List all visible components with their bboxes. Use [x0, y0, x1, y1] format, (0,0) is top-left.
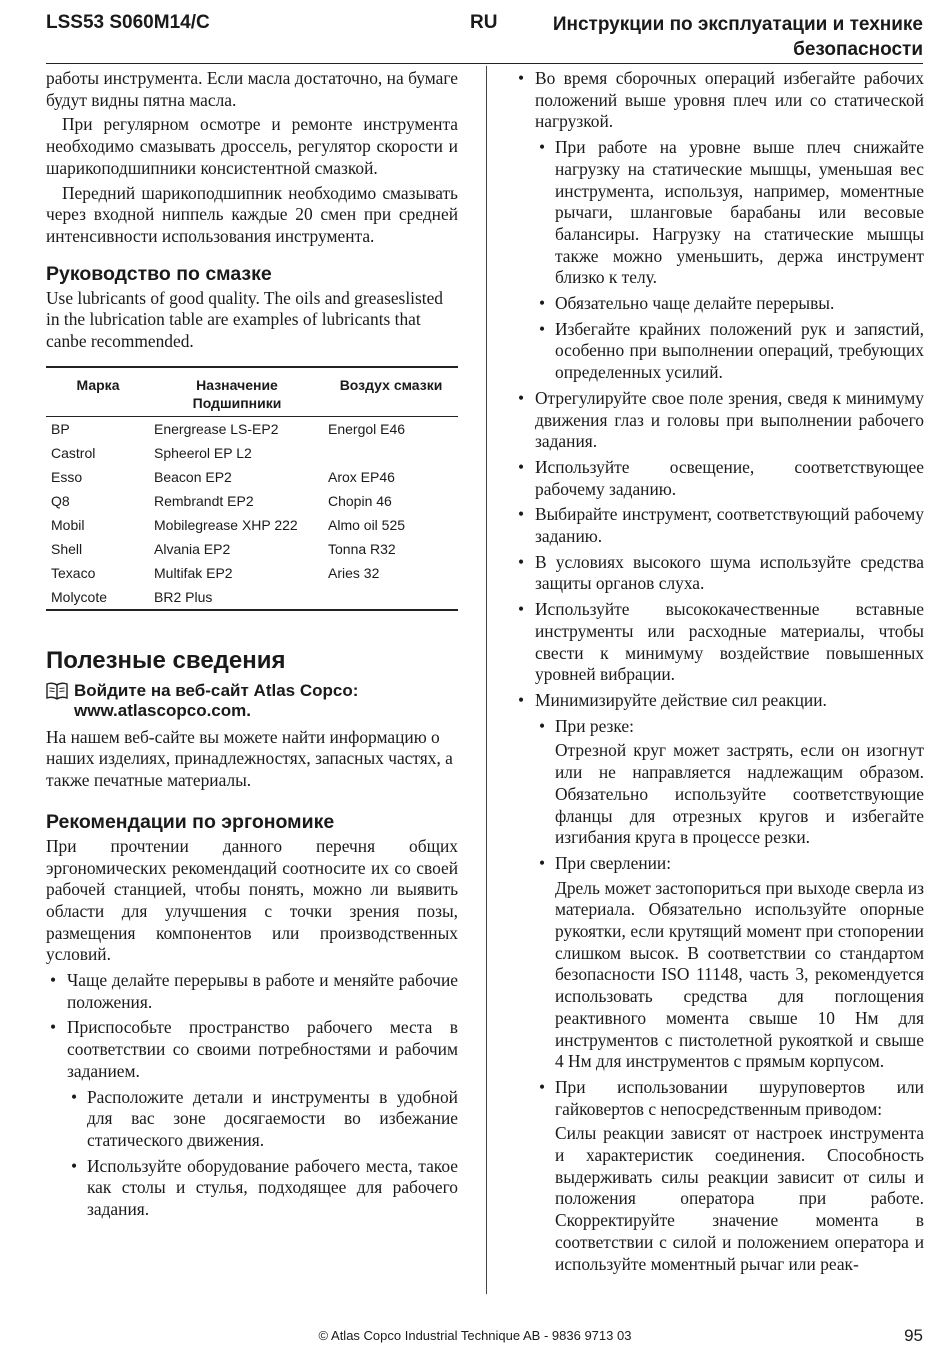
language-code: RU	[470, 12, 498, 33]
table-row	[46, 585, 458, 610]
right-column	[514, 68, 924, 1275]
header-rule	[46, 63, 923, 64]
list-item: • Используйте оборудование рабочего места, такое как столы и стулья, подходящее для рабочего задания.	[67, 1156, 458, 1221]
document-title: Инструкции по эксплуатации и технике безопасности	[552, 14, 923, 60]
table-row	[46, 513, 458, 537]
table-cell: Chopin 46	[328, 492, 392, 509]
table-cell	[324, 441, 458, 465]
list-item: • Используйте высококачественные вставные инструменты или расходные материалы, чтобы свести к минимуму воздействие повышенных уровней вибрации.	[514, 599, 924, 686]
list-item: • Приспособьте пространство рабочего места в соответствии со своими потребностями и рабочим заданием. • Расположите детали и инструменты в удобной для вас зоне досягаемости во избежание статического движения. • Используйте оборудование рабочего места, такое как столы и стулья, подходящее для рабочего задания.	[46, 1017, 458, 1220]
list-item: • Обязательно чаще делайте перерывы.	[535, 293, 924, 315]
list-item: • При использовании шуруповертов или гайковертов с непосредственным приводом: Силы реакции зависят от настроек инструмента и характеристик соединения. Способность выдерживать силы реакции зависит от силы и положения оператора при работе. Скорректируйте значение момента в соответствии с силой и положением оператора и используйте моментный рычаг или реак-	[535, 1077, 924, 1275]
table-row	[46, 489, 458, 513]
list-item: • Избегайте крайних положений рук и запястий, особенно при выполнении операций, требующих определенных усилий.	[535, 319, 924, 384]
table-header-row	[46, 367, 458, 417]
table-row	[46, 465, 458, 489]
table-header: Марка	[76, 376, 120, 393]
table-cell: Almo oil 525	[328, 516, 406, 533]
page-number: 95	[904, 1326, 923, 1345]
table-cell: Esso	[51, 468, 83, 485]
paragraph: При прочтении данного перечня общих эргономических рекомендаций соотносите их со своей рабочей станцией, чтобы понять, можно ли выявить области для улучшения с точки зрения позы, размещения компонентов или производственных условий.	[46, 835, 458, 965]
sub-list	[67, 1087, 458, 1221]
table-cell: Energrease LS-EP2	[154, 420, 279, 437]
table-row	[46, 416, 458, 441]
table-row	[46, 537, 458, 561]
table-cell: Mobilegrease XHP 222	[154, 516, 298, 533]
lubrication-table	[46, 366, 458, 611]
list-item: • Минимизируйте действие сил реакции. • При резке: Отрезной круг может застрять, если он изогнут или не направляется надлежащим образом. Обязательно используйте соответствующие фланцы для отрезных кругов и избегайте изгибания круга в процессе резки. • При сверлении: Дрель может застопориться при выходе сверла из материала. Обязательно используйте опорные рукоятки, если крутящий момент при стопорении слишком высок. В соответствии со стандартом безопасности ISO 11148, часть 3, рекомендуется использовать средства для поглощения реактивного момента свыше 10 Нм для инструментов с пистолетной рукояткой и свыше 4 Нм для инструментов с прямым корпусом. • При использовании шуруповертов или гайковертов с непосредственным приводом: Силы реакции зависят от настроек инструмента и характеристик соединения. Способность выдерживать силы реакции зависит от силы и положения оператора при работе. Скорректируйте значение момента в соответствии с силой и положением оператора и используйте моментный рычаг или реак-	[514, 690, 924, 1275]
lubrication-text: Use lubricants of good quality. The oils and greaseslisted in the lubrication table are examples of lubricants that canbe recommended.	[46, 287, 444, 352]
sub-list	[535, 716, 924, 1276]
table-cell: Castrol	[51, 444, 96, 461]
list-item: • При сверлении: Дрель может застопориться при выходе сверла из материала. Обязательно используйте опорные рукоятки, если крутящий момент при стопорении слишком высок. В соответствии со стандартом безопасности ISO 11148, часть 3, рекомендуется использовать средства для поглощения реактивного момента свыше 10 Нм для инструментов с пистолетной рукояткой и свыше 4 Нм для инструментов с прямым корпусом.	[535, 853, 924, 1073]
list-item: • Расположите детали и инструменты в удобной для вас зоне досягаемости во избежание статического движения.	[67, 1087, 458, 1152]
ergonomics-list-continued	[514, 68, 924, 1275]
table-cell: Alvania EP2	[154, 540, 231, 557]
table-cell: Q8	[51, 492, 70, 509]
table-cell: BP	[51, 420, 70, 437]
document-model: LSS53 S060M14/C	[46, 12, 210, 33]
table-cell: Arox EP46	[328, 468, 395, 485]
table-cell: Shell	[51, 540, 83, 557]
table-row	[46, 561, 458, 585]
table-cell: Tonna R32	[328, 540, 396, 557]
column-divider	[486, 66, 487, 1294]
table-cell: Molycote	[51, 588, 108, 605]
paragraph: Передний шарикоподшипник необходимо смазывать через входной ниппель каждые 20 смен при средней интенсивности использования инструмента.	[46, 182, 458, 246]
table-cell: Spheerol EP L2	[154, 444, 252, 461]
list-item: • Используйте освещение, соответствующее рабочему заданию.	[514, 457, 924, 500]
table-cell	[324, 585, 458, 610]
list-item: • Выбирайте инструмент, соответствующий рабочему заданию.	[514, 504, 924, 547]
useful-info-heading: Полезные сведения	[46, 646, 286, 674]
list-item: • В условиях высокого шума используйте средства защиты органов слуха.	[514, 552, 924, 595]
ergonomics-list	[46, 970, 458, 1221]
table-cell: Mobil	[51, 516, 85, 533]
table-header: Воздух смазки	[339, 376, 443, 393]
paragraph: работы инструмента. Если масла достаточно, на бумаге будут видны пятна масла.	[46, 68, 458, 110]
table-row	[46, 441, 458, 465]
paragraph: На нашем веб-сайте вы можете найти информацию о наших изделиях, принадлежностях, запасных частях, а также печатные материалы.	[46, 726, 453, 791]
list-item: • Во время сборочных операций избегайте рабочих положений выше уровня плеч или со статической нагрузкой. • При работе на уровне выше плеч снижайте нагрузку на статические мышцы, уменьшая вес инструмента, используя, например, моментные рычаги, шланговые барабаны или весовые балансиры. Нагрузку на статические мышцы также можно уменьшить, держа инструмент близко к телу. • Обязательно чаще делайте перерывы. • Избегайте крайних положений рук и запястий, особенно при выполнении операций, требующих определенных усилий.	[514, 68, 924, 384]
list-item: • При работе на уровне выше плеч снижайте нагрузку на статические мышцы, уменьшая вес инструмента, используя, например, моментные рычаги, шланговые барабаны или весовые балансиры. Нагрузку на статические мышцы также можно уменьшить, держа инструмент близко к телу.	[535, 137, 924, 289]
paragraph: При регулярном осмотре и ремонте инструмента необходимо смазывать дроссель, регулятор скорости и шарикоподшипники консистентной смазкой.	[46, 114, 458, 178]
table-cell: BR2 Plus	[154, 588, 213, 605]
list-item: • Отрегулируйте свое поле зрения, сведя к минимуму движения глаз и головы при выполнении рабочего задания.	[514, 388, 924, 453]
table-header: Назначение Подшипники	[192, 376, 282, 411]
lubrication-heading: Руководство по смазке	[46, 262, 272, 285]
website-link[interactable]: Войдите на веб-сайт Atlas Copco: www.atlascopco.com.	[74, 680, 359, 720]
table-cell: Multifak EP2	[154, 564, 233, 581]
table-cell: Energol E46	[328, 420, 406, 437]
website-link-heading	[46, 681, 458, 721]
sub-list	[535, 137, 924, 384]
footer-copyright: © Atlas Copco Industrial Technique AB - 9836 9713 03	[318, 1328, 632, 1343]
list-item: • При резке: Отрезной круг может застрять, если он изогнут или не направляется надлежащим образом. Обязательно используйте соответствующие фланцы для отрезных кругов и избегайте изгибания круга в процессе резки.	[535, 716, 924, 849]
table-cell: Aries 32	[328, 564, 380, 581]
table-cell: Texaco	[51, 564, 96, 581]
list-item: • Чаще делайте перерывы в работе и меняйте рабочие положения.	[46, 970, 458, 1013]
left-column	[46, 68, 458, 1221]
ergonomics-heading: Рекомендации по эргономике	[46, 810, 335, 833]
table-cell: Beacon EP2	[154, 468, 232, 485]
book-icon	[46, 681, 74, 721]
table-cell: Rembrandt EP2	[154, 492, 254, 509]
